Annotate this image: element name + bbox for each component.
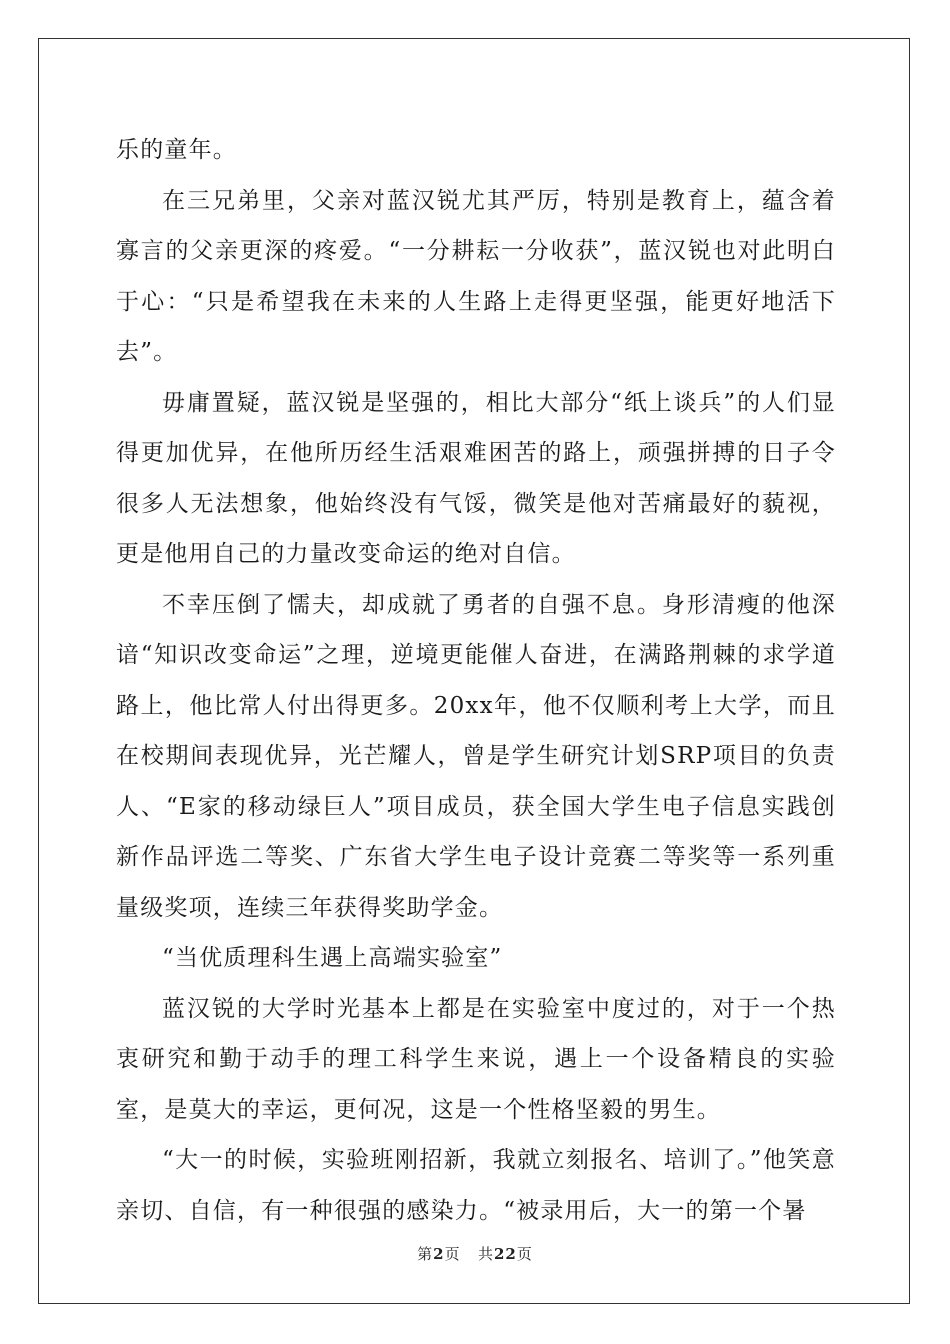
paragraph-2: 在三兄弟里，父亲对蓝汉锐尤其严厉，特别是教育上，蕴含着寡言的父亲更深的疼爱。“一分耕耘一分收获”，蓝汉锐也对此明白于心：“只是希望我在未来的人生路上走得更坚强，能更好地活下去”。 bbox=[116, 187, 836, 365]
paragraph-3: 毋庸置疑，蓝汉锐是坚强的，相比大部分“纸上谈兵”的人们显得更加优异，在他所历经生活艰难困苦的路上，顽强拼搏的日子令很多人无法想象，他始终没有气馁，微笑是他对苦痛最好的藐视，更是他用自己的力量改变命运的绝对自信。 bbox=[116, 389, 836, 567]
section-heading: “当优质理科生遇上高端实验室” bbox=[162, 945, 503, 971]
total-prefix: 共 bbox=[477, 1245, 494, 1263]
page-footer bbox=[0, 1243, 950, 1264]
page-prefix: 第 bbox=[417, 1245, 434, 1263]
paragraph-6: “大一的时候，实验班刚招新，我就立刻报名、培训了。”他笑意亲切、自信，有一种很强的感染力。“被录用后，大一的第一个暑 bbox=[116, 1147, 836, 1224]
paragraph-1: 乐的童年。 bbox=[116, 137, 237, 163]
document-body bbox=[116, 125, 836, 1236]
page-suffix: 页 bbox=[444, 1245, 461, 1263]
paragraph-4: 不幸压倒了懦夫，却成就了勇者的自强不息。身形清瘦的他深谙“知识改变命运”之理，逆境更能催人奋进，在满路荆棘的求学道路上，他比常人付出得更多。20xx年，他不仅顺利考上大学，而且在校期间表现优异，光芒耀人，曾是学生研究计划SRP项目的负责人、“E家的移动绿巨人”项目成员，获全国大学生电子信息实践创新作品评选二等奖、广东省大学生电子设计竞赛二等奖等一系列重量级奖项，连续三年获得奖助学金。 bbox=[116, 591, 836, 921]
page-number: 2 bbox=[433, 1245, 445, 1263]
paragraph-5: 蓝汉锐的大学时光基本上都是在实验室中度过的，对于一个热衷研究和勤于动手的理工科学生来说，遇上一个设备精良的实验室，是莫大的幸运，更何况，这是一个性格坚毅的男生。 bbox=[116, 995, 836, 1123]
total-pages: 22 bbox=[493, 1245, 517, 1263]
total-suffix: 页 bbox=[516, 1245, 533, 1263]
